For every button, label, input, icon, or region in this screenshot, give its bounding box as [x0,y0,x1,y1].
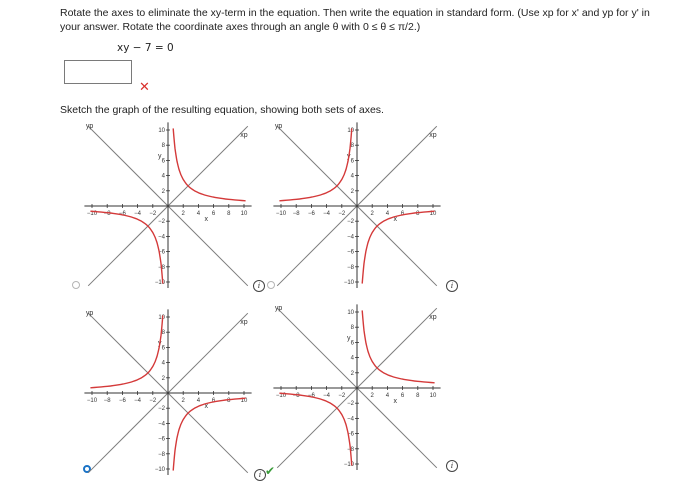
x-tick-label: −10 [275,393,287,399]
x-mark-icon: ✕ [139,79,150,94]
x-tick-label: −4 [323,393,331,399]
x-tick-label: −8 [103,211,111,217]
x-tick-label: −6 [307,393,315,399]
y-tick-label: 2 [350,370,354,377]
x-tick-label: −10 [275,211,287,217]
option-b-info-icon[interactable]: i [446,280,458,292]
answer-input[interactable] [64,60,132,84]
x-tick-label: 8 [227,211,231,217]
y-tick-label: −10 [154,280,165,286]
y-tick-label: −8 [158,451,165,458]
x-tick-label: −2 [338,211,346,217]
x-tick-label: −2 [338,393,346,399]
y-tick-label: −8 [347,446,354,453]
x-tick-label: 2 [370,211,374,217]
y-tick-label: 2 [161,375,165,382]
x-tick-label: −6 [118,211,126,217]
x-tick-label: 4 [385,393,390,399]
x-tick-label: −4 [134,398,142,404]
y-tick-label: −6 [347,431,354,438]
y-tick-label: 6 [350,340,354,347]
y-axis-label: y [158,153,162,161]
x-axis-label: x [204,216,208,223]
y-tick-label: 4 [350,355,354,362]
x-axis-label: x [204,403,208,410]
y-tick-label: −4 [347,416,354,423]
yp-axis-label: yp [274,305,283,312]
y-tick-label: −4 [158,234,165,241]
y-tick-label: −10 [154,467,165,473]
x-tick-label: 6 [400,393,405,399]
x-axis-label: x [393,216,397,223]
y-tick-label: −6 [158,436,165,443]
x-tick-label: 4 [196,398,201,404]
x-tick-label: −10 [86,398,98,404]
y-tick-label: 10 [158,128,165,134]
yp-axis-label: yp [274,123,283,130]
y-tick-label: −2 [158,219,165,226]
x-axis-label: x [393,398,397,405]
x-tick-label: 8 [416,211,420,217]
y-tick-label: −2 [158,406,165,413]
graph-option-c[interactable] [78,305,258,475]
x-tick-label: −2 [149,398,157,404]
option-a-info-icon[interactable]: i [253,280,265,292]
y-tick-label: 4 [161,173,165,180]
graph-option-a[interactable] [78,118,258,288]
y-tick-label: 6 [161,158,165,165]
x-tick-label: 10 [429,393,437,399]
x-tick-label: 4 [196,211,201,217]
yp-axis-label: yp [85,123,94,130]
y-tick-label: −8 [347,264,354,271]
option-c-info-icon[interactable]: i [254,469,266,481]
sketch-prompt: Sketch the graph of the resulting equation, showing both sets of axes. [60,104,384,116]
x-tick-label: 2 [370,393,374,399]
graph-option-b[interactable] [267,118,447,288]
question-text [60,6,690,34]
x-tick-label: −6 [307,211,315,217]
x-tick-label: 10 [429,211,437,217]
y-axis-label: y [158,340,162,348]
x-tick-label: 10 [240,211,248,217]
y-tick-label: −4 [347,234,354,241]
y-tick-label: 8 [161,143,165,150]
x-tick-label: −8 [103,398,111,404]
question-line-1: Rotate the axes to eliminate the xy-term in the equation. Then write the equation in standard form. (Use xp for x' and yp for y' in [60,7,650,19]
y-tick-label: −10 [343,462,354,468]
x-tick-label: 10 [240,398,248,404]
y-axis-label: y [347,335,351,343]
y-tick-label: −6 [347,249,354,256]
xp-axis-label: xp [240,318,248,326]
y-tick-label: 10 [158,315,165,321]
xp-axis-label: xp [429,131,437,139]
y-tick-label: −4 [158,421,165,428]
y-tick-label: −2 [347,219,354,226]
x-tick-label: −6 [118,398,126,404]
question-line-2: your answer. Rotate the coordinate axes through an angle θ with 0 ≤ θ ≤ π/2.) [60,21,421,33]
y-tick-label: 6 [350,158,354,165]
yp-axis-label: yp [85,310,94,317]
y-tick-label: 2 [161,188,165,195]
y-tick-label: 8 [350,143,354,150]
y-tick-label: 6 [161,345,165,352]
x-tick-label: 8 [227,398,231,404]
y-axis-label: y [347,153,351,161]
x-tick-label: −10 [86,211,98,217]
y-tick-label: −8 [158,264,165,271]
y-tick-label: 8 [161,330,165,337]
x-tick-label: −4 [323,211,331,217]
y-tick-label: 4 [350,173,354,180]
x-tick-label: 2 [181,398,185,404]
equation: xy − 7 = 0 [117,42,174,54]
y-tick-label: −2 [347,401,354,408]
y-tick-label: 8 [350,325,354,332]
y-tick-label: −6 [158,249,165,256]
graph-option-d[interactable] [267,300,447,470]
x-tick-label: 8 [416,393,420,399]
x-tick-label: −8 [292,393,300,399]
x-tick-label: 6 [211,211,216,217]
x-tick-label: −8 [292,211,300,217]
x-tick-label: 6 [400,211,405,217]
y-tick-label: 4 [161,360,165,367]
x-tick-label: −4 [134,211,142,217]
y-tick-label: −10 [343,280,354,286]
x-tick-label: 6 [211,398,216,404]
x-tick-label: 2 [181,211,185,217]
option-d-info-icon[interactable]: i [446,460,458,472]
x-tick-label: −2 [149,211,157,217]
y-tick-label: 2 [350,188,354,195]
y-tick-label: 10 [347,128,354,134]
xp-axis-label: xp [240,131,248,139]
x-tick-label: 4 [385,211,390,217]
y-tick-label: 10 [347,310,354,316]
check-icon: ✔ [265,464,276,478]
xp-axis-label: xp [429,313,437,321]
